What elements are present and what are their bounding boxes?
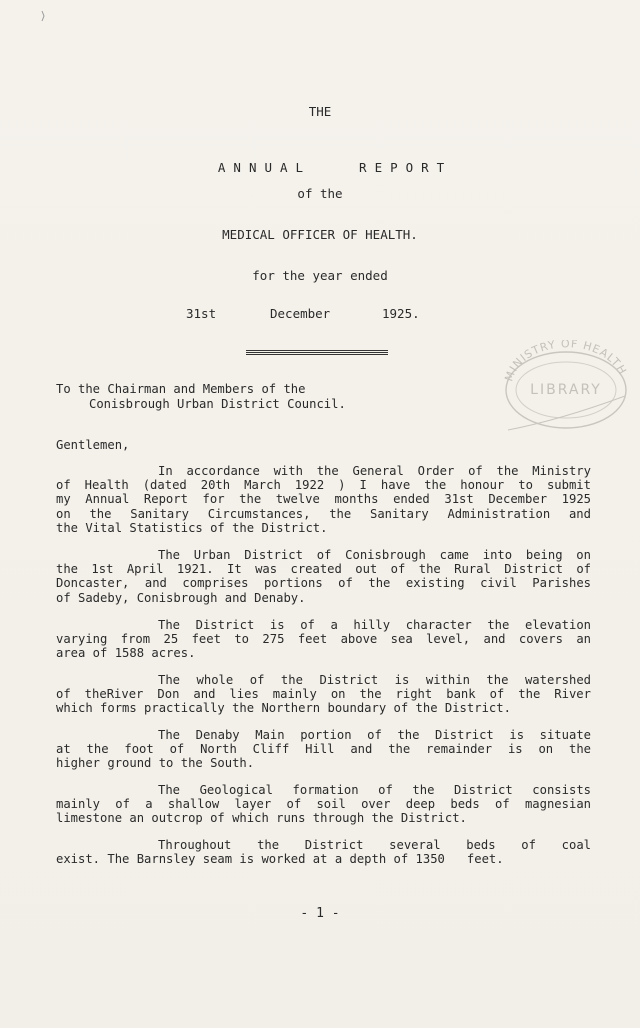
paragraph-line: of Sadeby, Conisbrough and Denaby. xyxy=(56,590,306,605)
addressee-block xyxy=(56,382,346,412)
addressee-line-2: Conisbrough Urban District Council. xyxy=(89,397,346,411)
title-of-the: of the xyxy=(297,186,343,201)
title-annual-report xyxy=(0,145,640,190)
paragraph-7 xyxy=(56,838,591,866)
paragraph-line: mainly of a shallow layer of soil over deep beds of magnesian xyxy=(56,797,591,812)
paragraph-3 xyxy=(56,618,591,661)
date-day: 31st xyxy=(186,306,217,321)
paragraph-line: Doncaster, and comprises portions of the existing civil Parishes xyxy=(56,576,591,591)
paragraph-line: The Denaby Main portion of the District is situate xyxy=(158,728,591,742)
page-number: - 1 - xyxy=(300,906,340,921)
corner-tick-mark xyxy=(40,10,46,22)
title-the: THE xyxy=(308,104,332,119)
paragraph-line: at the foot of North Cliff Hill and the remainder is on the xyxy=(56,742,591,757)
title-medical-officer: MEDICAL OFFICER OF HEALTH. xyxy=(222,227,418,242)
paragraph-line: higher ground to the South. xyxy=(56,756,255,771)
paragraph-line: The whole of the District is within the watershed xyxy=(158,673,591,687)
title-rule-3 xyxy=(246,354,388,355)
paragraph-line: the Vital Statistics of the District. xyxy=(56,520,328,535)
paragraph-line: my Annual Report for the twelve months ended 31st December 1925 xyxy=(56,492,591,507)
paragraph-line: exist. The Barnsley seam is worked at a depth of 1350 feet. xyxy=(56,852,504,867)
paragraph-line: of theRiver Don and lies mainly on the right bank of the River xyxy=(56,687,591,702)
paragraph-6 xyxy=(56,783,591,826)
paragraph-4 xyxy=(56,673,591,716)
paragraph-line: the 1st April 1921. It was created out of the Rural District of xyxy=(56,562,591,577)
paragraph-line: The Urban District of Conisbrough came into being on xyxy=(158,548,591,562)
paragraph-5 xyxy=(56,728,591,771)
paragraph-line: on the Sanitary Circumstances, the Sanitary Administration and xyxy=(56,506,591,521)
salutation: Gentlemen, xyxy=(56,438,130,452)
paragraph-line: of Health (dated 20th March 1922 ) I have the honour to submit xyxy=(56,478,591,493)
date-year: 1925. xyxy=(382,306,420,321)
title-rule-1 xyxy=(246,350,388,351)
title-year-ended: for the year ended xyxy=(252,268,388,283)
paragraph-line: area of 1588 acres. xyxy=(56,646,196,661)
paragraph-1 xyxy=(56,464,591,535)
stamp-center-text: LIBRARY xyxy=(530,382,602,398)
paragraph-line: The Geological formation of the District consists xyxy=(158,783,591,797)
paragraph-line: varying from 25 feet to 275 feet above sea level, and covers an xyxy=(56,632,591,647)
title-rule-2 xyxy=(246,352,388,353)
paragraph-2 xyxy=(56,548,591,605)
paragraph-line: limestone an outcrop of which runs through the District. xyxy=(56,811,467,826)
stamp-top-text: MINISTRY OF HEALTH xyxy=(502,340,630,383)
title-word-annual: ANNUAL xyxy=(217,160,312,175)
date-month: December xyxy=(270,306,331,321)
paragraph-line: Throughout the District several beds of coal xyxy=(158,838,591,852)
paragraph-line: The District is of a hilly character the elevation xyxy=(158,618,591,632)
title-word-report: REPORT xyxy=(359,160,453,175)
library-stamp xyxy=(500,340,630,432)
addressee-line-1: To the Chairman and Members of the xyxy=(56,382,306,396)
paragraph-line: which forms practically the Northern boundary of the District. xyxy=(56,701,511,716)
paragraph-line: In accordance with the General Order of the Ministry xyxy=(158,464,591,478)
